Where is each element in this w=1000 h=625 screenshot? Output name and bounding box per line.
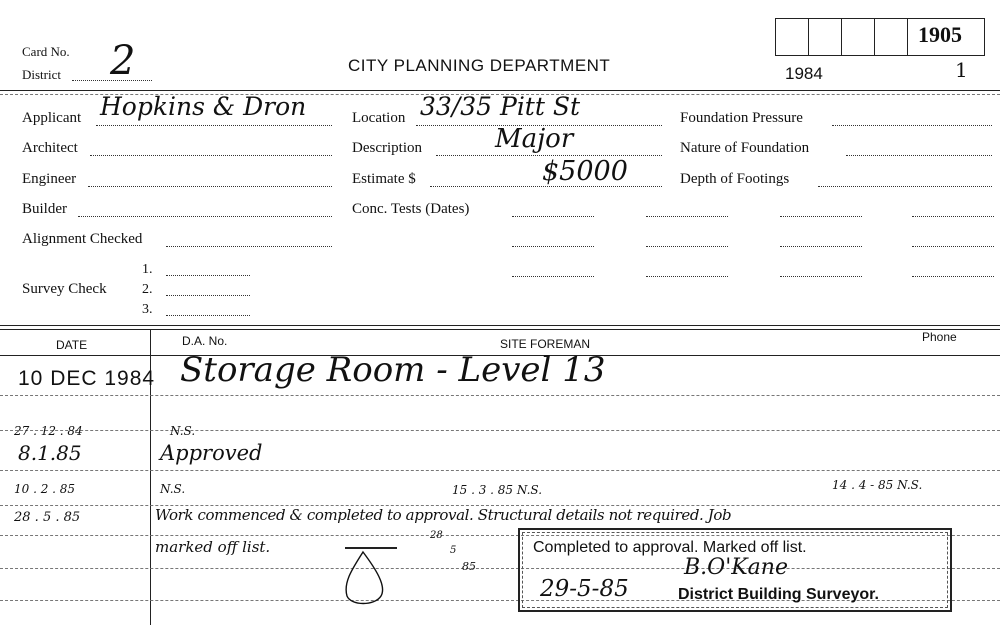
conc-test-underline — [912, 276, 994, 277]
foundation-pressure-label: Foundation Pressure — [680, 110, 803, 126]
initials-date: 5 — [450, 545, 457, 556]
continuation-text: marked off list. — [155, 538, 271, 556]
architect-underline — [90, 155, 332, 156]
department-title: CITY PLANNING DEPARTMENT — [348, 56, 611, 75]
conc-test-underline — [512, 246, 594, 247]
card-no-label: Card No. — [22, 44, 70, 59]
conc-test-underline — [912, 216, 994, 217]
architect-label: Architect — [22, 140, 78, 156]
card-box — [841, 18, 875, 56]
survey-underline — [166, 295, 250, 296]
divider — [0, 90, 1000, 91]
engineer-underline — [88, 186, 332, 187]
builder-label: Builder — [22, 201, 67, 217]
entry-text: Work commenced & completed to approval. Structural details not required. Job — [155, 506, 732, 524]
survey-item: 3. — [142, 302, 153, 317]
entry-ns: 15 . 3 . 85 N.S. — [452, 483, 543, 497]
stamp-signature: B.O'Kane — [684, 555, 788, 580]
estimate-label: Estimate $ — [352, 171, 416, 187]
description-value: Major — [495, 124, 574, 154]
survey-item: 1. — [142, 262, 153, 277]
entry-text: Storage Room - Level 13 — [180, 350, 606, 390]
survey-item: 2. — [142, 282, 153, 297]
conc-test-underline — [512, 276, 594, 277]
foreman-header: SITE FOREMAN — [500, 337, 591, 351]
entry-date: 27 . 12 . 84 — [14, 424, 83, 438]
nature-foundation-underline — [846, 155, 992, 156]
card-box — [874, 18, 908, 56]
entry-ns: 14 . 4 - 85 N.S. — [832, 478, 923, 492]
conc-tests-label: Conc. Tests (Dates) — [352, 201, 470, 217]
description-label: Description — [352, 140, 422, 156]
foundation-pressure-underline — [832, 125, 992, 126]
estimate-value: $5000 — [542, 156, 628, 187]
survey-underline — [166, 315, 250, 316]
year: 1984 — [785, 64, 823, 83]
district-value: 2 — [110, 38, 136, 84]
depth-footings-underline — [818, 186, 992, 187]
entry-date: 28 . 5 . 85 — [14, 510, 81, 525]
conc-test-underline — [646, 246, 728, 247]
stamp-title: District Building Surveyor. — [678, 586, 879, 603]
conc-test-underline — [912, 246, 994, 247]
applicant-label: Applicant — [22, 110, 82, 126]
card-box — [808, 18, 842, 56]
card-number: 1905 — [918, 22, 962, 47]
phone-header: Phone — [922, 330, 957, 344]
conc-test-underline — [646, 216, 728, 217]
row-line — [0, 470, 1000, 471]
entry-text: N.S. — [160, 482, 186, 496]
builder-underline — [78, 216, 332, 217]
conc-test-underline — [780, 246, 862, 247]
initials-date: 85 — [462, 560, 476, 573]
card-suffix: 1 — [955, 58, 968, 82]
initials-date: 28 — [430, 530, 443, 541]
entry-text: N.S. — [170, 424, 196, 438]
alignment-label: Alignment Checked — [22, 231, 143, 247]
stamp-date: 29-5-85 — [540, 576, 629, 602]
district-label: District — [22, 67, 61, 82]
conc-test-underline — [646, 276, 728, 277]
nature-foundation-label: Nature of Foundation — [680, 140, 810, 156]
da-header: D.A. No. — [182, 334, 228, 348]
entry-text: Approved — [160, 441, 263, 465]
survey-underline — [166, 275, 250, 276]
row-line — [0, 430, 1000, 431]
applicant-underline — [96, 125, 332, 126]
row-line — [0, 395, 1000, 396]
stamp-line1: Completed to approval. Marked off list. — [533, 539, 807, 556]
depth-footings-label: Depth of Footings — [680, 171, 790, 187]
location-label: Location — [352, 110, 406, 126]
date-header: DATE — [56, 338, 88, 352]
entry-date: 10 DEC 1984 — [18, 367, 156, 390]
conc-test-underline — [780, 216, 862, 217]
entry-date: 8.1.85 — [18, 441, 82, 465]
initials-scribble — [335, 548, 415, 608]
alignment-underline — [166, 246, 332, 247]
conc-test-underline — [780, 276, 862, 277]
survey-check-label: Survey Check — [22, 281, 107, 297]
card-box — [775, 18, 809, 56]
entry-date: 10 . 2 . 85 — [14, 482, 76, 496]
conc-test-underline — [512, 216, 594, 217]
applicant-value: Hopkins & Dron — [100, 92, 307, 121]
location-value: 33/35 Pitt St — [420, 92, 581, 121]
engineer-label: Engineer — [22, 171, 77, 187]
divider — [0, 325, 1000, 326]
